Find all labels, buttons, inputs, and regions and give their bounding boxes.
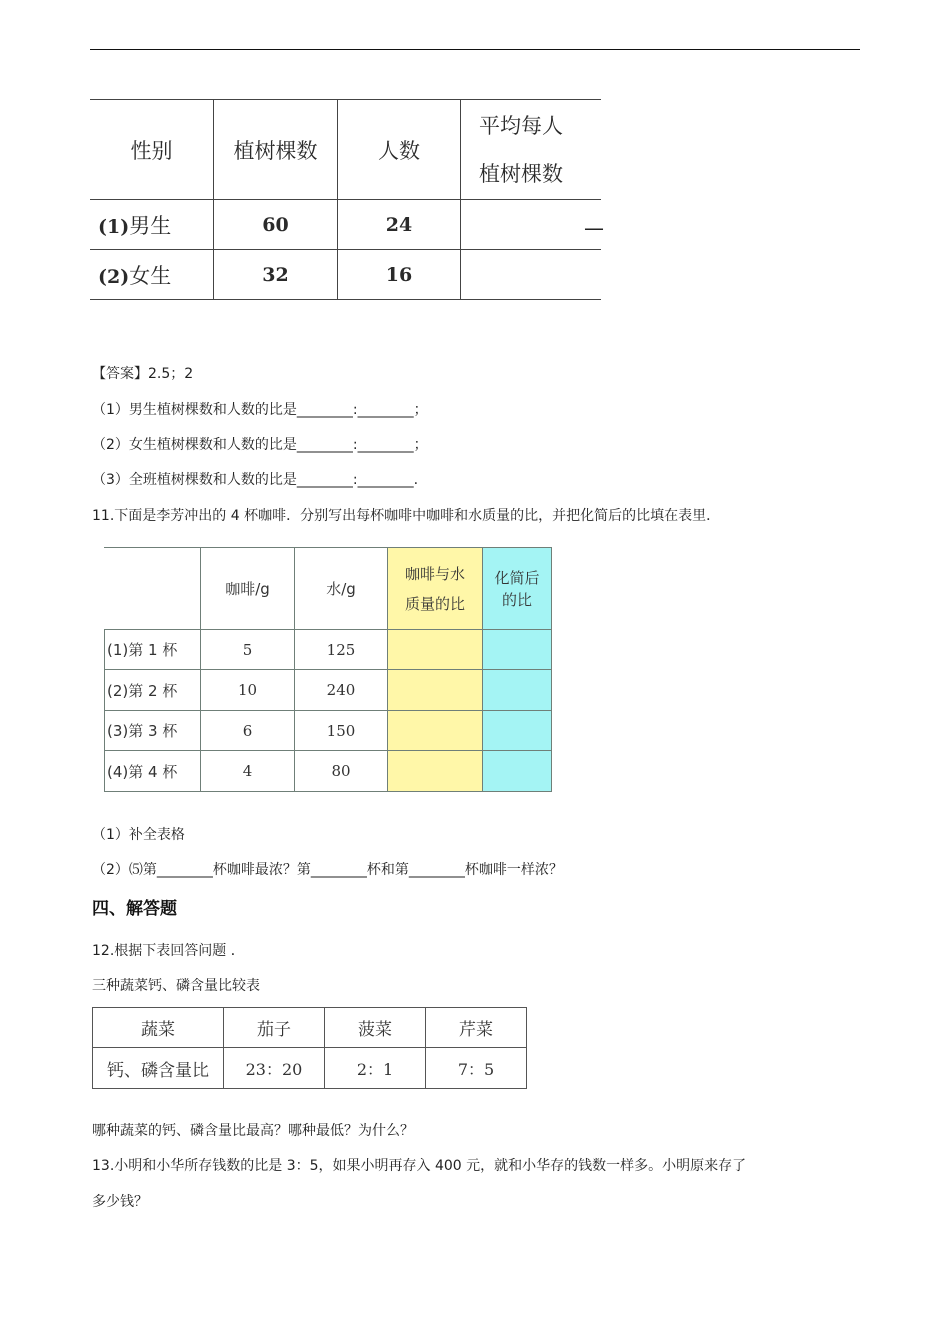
cell-trees: 32 bbox=[214, 250, 338, 300]
cell-simplified[interactable] bbox=[483, 630, 552, 670]
table-row bbox=[93, 1048, 527, 1089]
header-people: 人数 bbox=[338, 100, 461, 200]
header-eggplant: 茄子 bbox=[224, 1008, 325, 1048]
trailing-blank-mark: — bbox=[584, 216, 604, 240]
cell-simplified[interactable] bbox=[483, 670, 552, 711]
row-label-text: 女生 bbox=[129, 263, 172, 288]
cell-simplified[interactable] bbox=[483, 711, 552, 751]
q11-item-2: （2）⑸第________杯咖啡最浓？第________杯和第________杯咖啡一样浓？ bbox=[92, 862, 563, 878]
header-celery: 芹菜 bbox=[426, 1008, 527, 1048]
tree-planting-table bbox=[90, 99, 601, 300]
cell-coffee: 6 bbox=[201, 711, 295, 751]
header-gender: 性别 bbox=[90, 100, 214, 200]
table-row bbox=[90, 200, 601, 250]
cell-people: 16 bbox=[338, 250, 461, 300]
q10-item-1: （1）男生植树棵数和人数的比是________:________； bbox=[92, 402, 428, 418]
header-vegetable: 蔬菜 bbox=[93, 1008, 224, 1048]
q10-item-2: （2）女生植树棵数和人数的比是________:________； bbox=[92, 437, 428, 453]
q13-line2: 多少钱？ bbox=[92, 1194, 148, 1210]
table-row bbox=[105, 670, 552, 711]
q10-item-3: （3）全班植树棵数和人数的比是________:________. bbox=[92, 472, 419, 488]
q13-line1: 13.小明和小华所存钱数的比是 3：5，如果小明再存入 400 元，就和小华存的钱数一样多。小明原来存了 bbox=[92, 1158, 747, 1174]
header-trees: 植树棵数 bbox=[214, 100, 338, 200]
header-simplified-line2: 的比 bbox=[501, 590, 532, 609]
row-label: (4)第 4 杯 bbox=[105, 751, 201, 792]
cell-trees: 60 bbox=[214, 200, 338, 250]
q12-question: 哪种蔬菜的钙、磷含量比最高？哪种最低？为什么？ bbox=[92, 1123, 414, 1139]
cell-ratio[interactable] bbox=[388, 751, 483, 792]
row-prefix: (2) bbox=[98, 265, 130, 288]
header-rule bbox=[90, 49, 860, 50]
cell-water: 150 bbox=[295, 711, 388, 751]
q12-table-title: 三种蔬菜钙、磷含量比较表 bbox=[92, 978, 260, 994]
row-prefix: (1) bbox=[98, 215, 130, 238]
q12-text: 12.根据下表回答问题 ． bbox=[92, 943, 245, 959]
header-simplified-line1: 化简后 bbox=[494, 568, 540, 587]
header-simplified bbox=[483, 548, 552, 630]
row-label: (2)第 2 杯 bbox=[105, 670, 201, 711]
row-label-text: 男生 bbox=[129, 213, 172, 238]
header-average-line1: 平均每人 bbox=[479, 113, 563, 138]
row-label bbox=[90, 200, 214, 250]
cell-ratio[interactable] bbox=[388, 670, 483, 711]
q11-item-1: （1）补全表格 bbox=[92, 827, 185, 843]
header-coffee: 咖啡/g bbox=[201, 548, 295, 630]
cell-water: 80 bbox=[295, 751, 388, 792]
header-average-line2: 植树棵数 bbox=[479, 161, 563, 186]
header-ratio bbox=[388, 548, 483, 630]
cell-simplified[interactable] bbox=[483, 751, 552, 792]
cell-people: 24 bbox=[338, 200, 461, 250]
cell-average[interactable] bbox=[461, 250, 602, 300]
vegetable-table bbox=[92, 1007, 527, 1089]
header-ratio-line1: 咖啡与水 bbox=[404, 564, 465, 583]
answer-line: 【答案】2.5；2 bbox=[92, 366, 194, 382]
header-water: 水/g bbox=[295, 548, 388, 630]
row-label bbox=[90, 250, 214, 300]
cell-eggplant: 23：20 bbox=[224, 1048, 325, 1089]
cell-spinach: 2：1 bbox=[325, 1048, 426, 1089]
row-label: (1)第 1 杯 bbox=[105, 630, 201, 670]
cell-coffee: 10 bbox=[201, 670, 295, 711]
cell-celery: 7：5 bbox=[426, 1048, 527, 1089]
header-blank bbox=[105, 548, 201, 630]
cell-coffee: 5 bbox=[201, 630, 295, 670]
table-row bbox=[105, 630, 552, 670]
table-row bbox=[105, 711, 552, 751]
coffee-table bbox=[104, 547, 552, 792]
q11-text: 11.下面是李芳冲出的 4 杯咖啡．分别写出每杯咖啡中咖啡和水质量的比，并把化简后的比填在表里． bbox=[92, 508, 721, 524]
header-spinach: 菠菜 bbox=[325, 1008, 426, 1048]
cell-coffee: 4 bbox=[201, 751, 295, 792]
cell-ratio[interactable] bbox=[388, 630, 483, 670]
table-row bbox=[90, 250, 601, 300]
cell-ratio[interactable] bbox=[388, 711, 483, 751]
header-ratio-line2: 质量的比 bbox=[404, 594, 465, 613]
cell-water: 240 bbox=[295, 670, 388, 711]
header-average bbox=[461, 100, 602, 200]
section-heading: 四、解答题 bbox=[92, 899, 177, 919]
row-label: (3)第 3 杯 bbox=[105, 711, 201, 751]
cell-water: 125 bbox=[295, 630, 388, 670]
table-row bbox=[105, 751, 552, 792]
cell-average[interactable] bbox=[461, 200, 602, 250]
row-label: 钙、磷含量比 bbox=[93, 1048, 224, 1089]
